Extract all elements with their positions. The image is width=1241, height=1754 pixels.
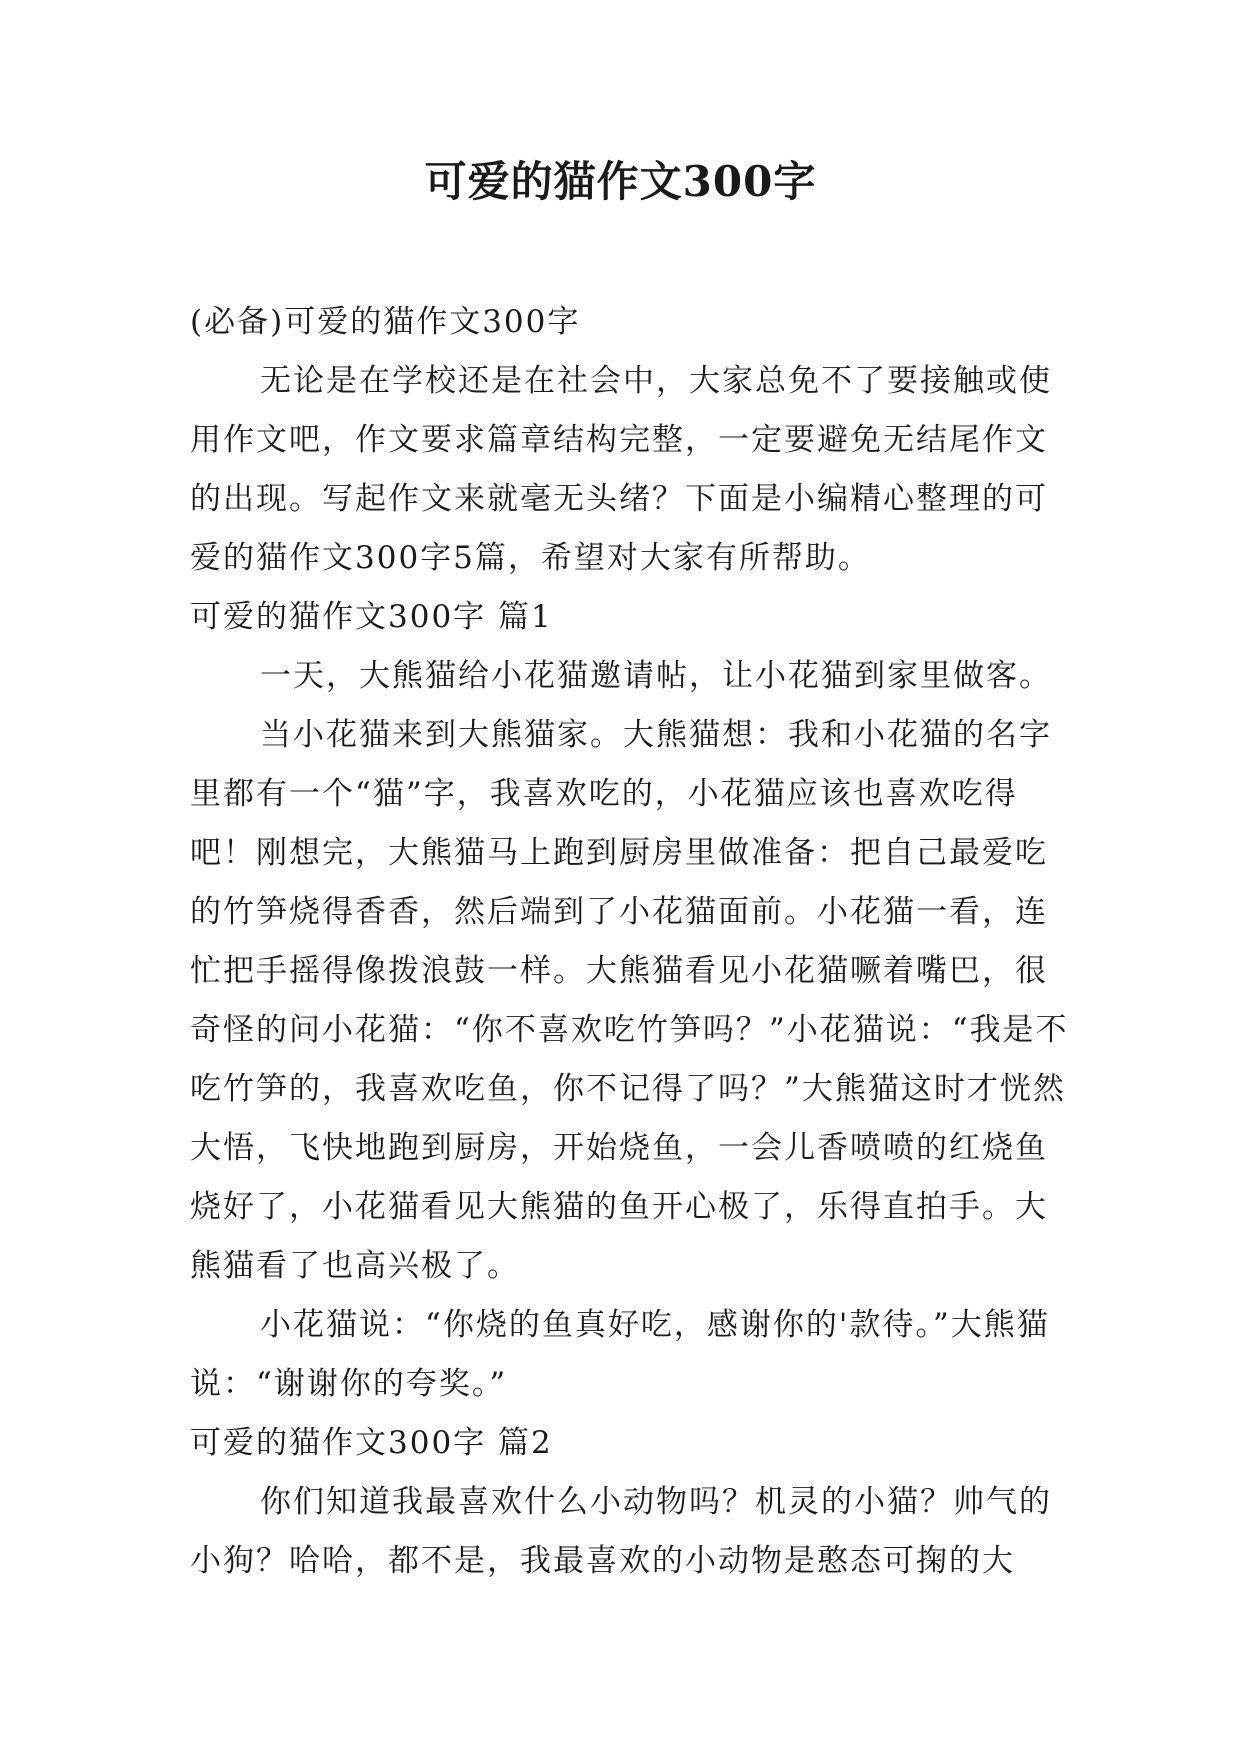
section-heading-1: 可爱的猫作文300字 篇1	[190, 599, 553, 635]
document-title: 可爱的猫作文300字	[424, 157, 817, 206]
intro-heading: (必备)可爱的猫作文300字	[190, 304, 581, 340]
section1-paragraph-1: 一天，大熊猫给小花猫邀请帖，让小花猫到家里做客。	[260, 658, 1052, 694]
intro-paragraph: 无论是在学校还是在社会中，大家总免不了要接触或使用作文吧，作文要求篇章结构完整，一定要避免无结尾作文的出现。写起作文来就毫无头绪？下面是小编精心整理的可爱的猫作文300字5篇，希望对大家有所帮助。	[190, 363, 1052, 576]
section1-paragraph-3: 小花猫说：“你烧的鱼真好吃，感谢你的'款待。”大熊猫说：“谢谢你的夸奖。”	[190, 1307, 1050, 1402]
section-heading-2: 可爱的猫作文300字 篇2	[190, 1425, 553, 1461]
section1-paragraph-2: 当小花猫来到大熊猫家。大熊猫想：我和小花猫的名字里都有一个“猫”字，我喜欢吃的，小花猫应该也喜欢吃得吧！刚想完，大熊猫马上跑到厨房里做准备：把自己最爱吃的竹笋烧得香香，然后端到了小花猫面前。小花猫一看，连忙把手摇得像拨浪鼓一样。大熊猫看见小花猫噘着嘴巴，很奇怪的问小花猫：“你不喜欢吃竹笋吗？”小花猫说：“我是不吃竹笋的，我喜欢吃鱼，你不记得了吗？”大熊猫这时才恍然大悟，飞快地跑到厨房，开始烧鱼，一会儿香喷喷的红烧鱼烧好了，小花猫看见大熊猫的鱼开心极了，乐得直拍手。大熊猫看了也高兴极了。	[190, 717, 1069, 1284]
section2-paragraph-1: 你们知道我最喜欢什么小动物吗？机灵的小猫？帅气的小狗？哈哈，都不是，我最喜欢的小动物是憨态可掬的大	[190, 1484, 1052, 1579]
document-body	[190, 293, 1070, 1591]
